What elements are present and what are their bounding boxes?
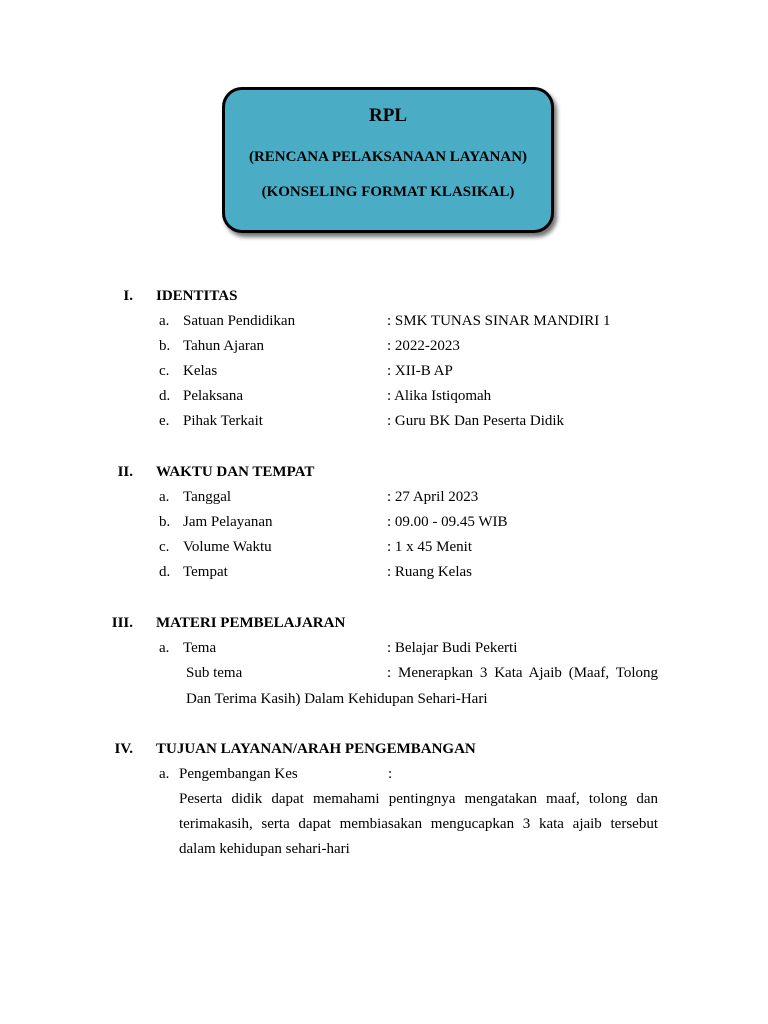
item-value: : 2022-2023 — [387, 338, 460, 354]
item-colon: : — [388, 766, 393, 782]
item-value: : 27 April 2023 — [387, 489, 479, 505]
item-value: : SMK TUNAS SINAR MANDIRI 1 — [387, 313, 611, 329]
item-value: : Ruang Kelas — [387, 564, 472, 580]
item-letter: a. — [159, 489, 170, 505]
item-letter: c. — [159, 363, 170, 379]
title-box — [222, 87, 554, 233]
item-letter: a. — [159, 640, 170, 656]
item-label: Pelaksana — [183, 388, 243, 404]
item-letter: a. — [159, 313, 170, 329]
subtema-value-continued: Dan Terima Kasih) Dalam Kehidupan Sehari-Hari — [186, 691, 488, 707]
item-label: Kelas — [183, 363, 218, 379]
item-label: Pengembangan Kes — [179, 766, 298, 782]
item-value: : Belajar Budi Pekerti — [387, 640, 518, 656]
paragraph-line: terimakasih, serta dapat membiasakan mengucapkan 3 kata ajaib tersebut — [179, 816, 658, 832]
item-letter: c. — [159, 539, 170, 555]
item-label: Satuan Pendidikan — [183, 313, 296, 329]
item-letter: a. — [159, 766, 170, 782]
item-label: Tanggal — [183, 489, 232, 505]
item-label: Tempat — [183, 564, 228, 580]
item-label: Volume Waktu — [183, 539, 272, 555]
section-number: II. — [117, 464, 133, 480]
item-value: : XII-B AP — [387, 363, 453, 379]
item-value: : 1 x 45 Menit — [387, 539, 472, 555]
item-letter: e. — [159, 413, 170, 429]
section-title-waktu: WAKTU DAN TEMPAT — [156, 464, 315, 480]
item-label: Pihak Terkait — [183, 413, 263, 429]
document-title: RPL — [369, 105, 407, 126]
section-number: IV. — [114, 741, 133, 757]
item-letter: d. — [159, 564, 171, 580]
paragraph-line: Peserta didik dapat memahami pentingnya mengatakan maaf, tolong dan — [179, 791, 658, 807]
item-letter: b. — [159, 338, 171, 354]
subtema-label: Sub tema — [186, 665, 243, 681]
section-number: III. — [111, 615, 133, 631]
item-value: : 09.00 - 09.45 WIB — [387, 514, 508, 530]
item-label: Tema — [183, 640, 217, 656]
section-title-identitas: IDENTITAS — [156, 288, 238, 304]
document-subtitle-2: (KONSELING FORMAT KLASIKAL) — [261, 184, 515, 200]
section-title-materi: MATERI PEMBELAJARAN — [156, 615, 346, 631]
subtema-value: : Menerapkan 3 Kata Ajaib (Maaf, Tolong — [387, 665, 658, 681]
item-value: : Guru BK Dan Peserta Didik — [387, 413, 565, 429]
document-subtitle-1: (RENCANA PELAKSANAAN LAYANAN) — [248, 149, 528, 165]
section-title-tujuan: TUJUAN LAYANAN/ARAH PENGEMBANGAN — [156, 741, 476, 757]
section-number: I. — [123, 288, 133, 304]
item-value: : Alika Istiqomah — [387, 388, 492, 404]
item-letter: d. — [159, 388, 171, 404]
paragraph-line: dalam kehidupan sehari-hari — [179, 841, 350, 857]
item-label: Jam Pelayanan — [183, 514, 273, 530]
item-letter: b. — [159, 514, 171, 530]
item-label: Tahun Ajaran — [183, 338, 265, 354]
